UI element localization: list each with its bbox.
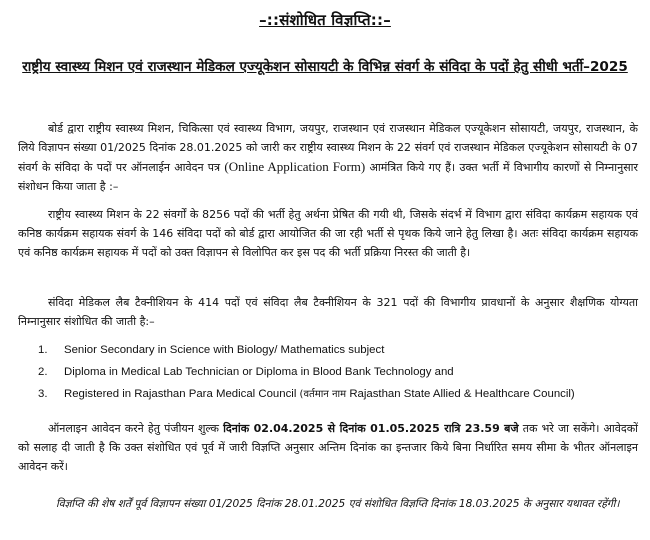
online-form-label: (Online Application Form)	[224, 159, 366, 174]
footer-note: विज्ञप्ति की शेष शर्तें पूर्व विज्ञापन संख्या 01/2025 दिनांक 28.01.2025 एवं संशोधित विज्ञप्ति दिनांक 18.03.2025 के अनुसार यथावत रहेंगी।	[56, 498, 620, 510]
fee-text: ऑनलाइन आवेदन करने हेतु पंजीयन शुल्क	[48, 422, 219, 435]
paragraph-text: बोर्ड द्वारा राष्ट्रीय स्वास्थ्य मिशन, चिकित्सा एवं स्वास्थ्य विभाग, जयपुर, राजस्थान एवं राजस्थान मेडिकल एज्यूकेशन सोसायटी, जयपुर, राजस्थान, के लिये विज्ञापन संख्या 01/2025 दिनांक 28.01.2025 को जारी कर राष्ट्रीय स्वास्थ्य मिशन के 22 संवर्ग एवं राजस्थान मेडिकल एज्यूकेशन सोसायटी के 07 संवर्ग के संविदा के पदों पर ऑनलाईन आवेदन पत्र	[18, 122, 638, 174]
list-number: 2.	[38, 366, 48, 378]
list-number: 3.	[38, 388, 48, 400]
list-text: Registered in Rajasthan Para Medical Council	[64, 388, 297, 400]
list-item	[38, 383, 638, 405]
qualification-list	[38, 339, 638, 405]
paragraph-advertisement	[18, 119, 638, 196]
council-note-open: (वर्तमान नाम	[299, 389, 347, 400]
list-item	[38, 361, 638, 383]
list-item	[38, 339, 638, 361]
application-dates: दिनांक 02.04.2025 से दिनांक 01.05.2025 रात्रि 23.59 बजे	[223, 422, 519, 435]
advice-text: तक भरे जा सकेंगे। आवेदकों को सलाह दी जाती है कि उक्त संशोधित एवं पूर्व में जारी विज्ञप्ति अनुसार अन्तिम दिनांक का इन्तजार किये बिना निर्धारित समय सीमा के भीतर ऑनलाइन आवेदन करें।	[18, 422, 639, 473]
list-text: Senior Secondary in Science with Biology/ Mathematics subject	[64, 344, 385, 356]
paragraph-nhm-posts: राष्ट्रीय स्वास्थ्य मिशन के 22 संवर्गों के 8256 पदों की भर्ती हेतु अर्थना प्रेषित की गयी थी, जिसके संदर्भ में विभाग द्वारा संविदा कार्यक्रम सहायक एवं कनिष्ठ कार्यक्रम सहायक संवर्ग के 146 संविदा पदों को बोर्ड द्वारा आयोजित की जा रही भर्ती से पृथक किये जाने हेतु लिखा है। अतः संविदा कार्यक्रम सहायक एवं कनिष्ठ कार्यक्रम सहायक में पदों को उक्त विज्ञापन से विलोपित कर इस पद की भर्ती प्रक्रिया निरस्त की जाती है।	[18, 208, 638, 259]
paragraph-lab-technician: संविदा मेडिकल लैब टैक्नीशियन के 414 पदों एवं संविदा लैब टैक्नीशियन के 321 पदों की विभागीय प्रावधानों के अनुसार शैक्षणिक योग्यता निम्नानुसार संशोधित की जाती है:–	[18, 296, 638, 328]
notice-title: –::संशोधित विज्ञप्ति::–	[259, 11, 391, 29]
list-number: 1.	[38, 344, 48, 356]
paragraph-text-end: आमंत्रित किये गए हैं। उक्त भर्ती में विभागीय कारणों से निम्नानुसार संशोधन किया जाता है :–	[18, 161, 639, 193]
notice-subject: राष्ट्रीय स्वास्थ्य मिशन एवं राजस्थान मेडिकल एज्यूकेशन सोसायटी के विभिन्न संवर्ग के संविदा के पदों हेतु सीधी भर्ती–2025	[22, 59, 628, 75]
council-note-close: Rajasthan State Allied & Healthcare Council)	[349, 388, 575, 400]
paragraph-fee-dates	[18, 419, 638, 476]
list-text: Diploma in Medical Lab Technician or Diploma in Blood Bank Technology and	[64, 366, 454, 378]
